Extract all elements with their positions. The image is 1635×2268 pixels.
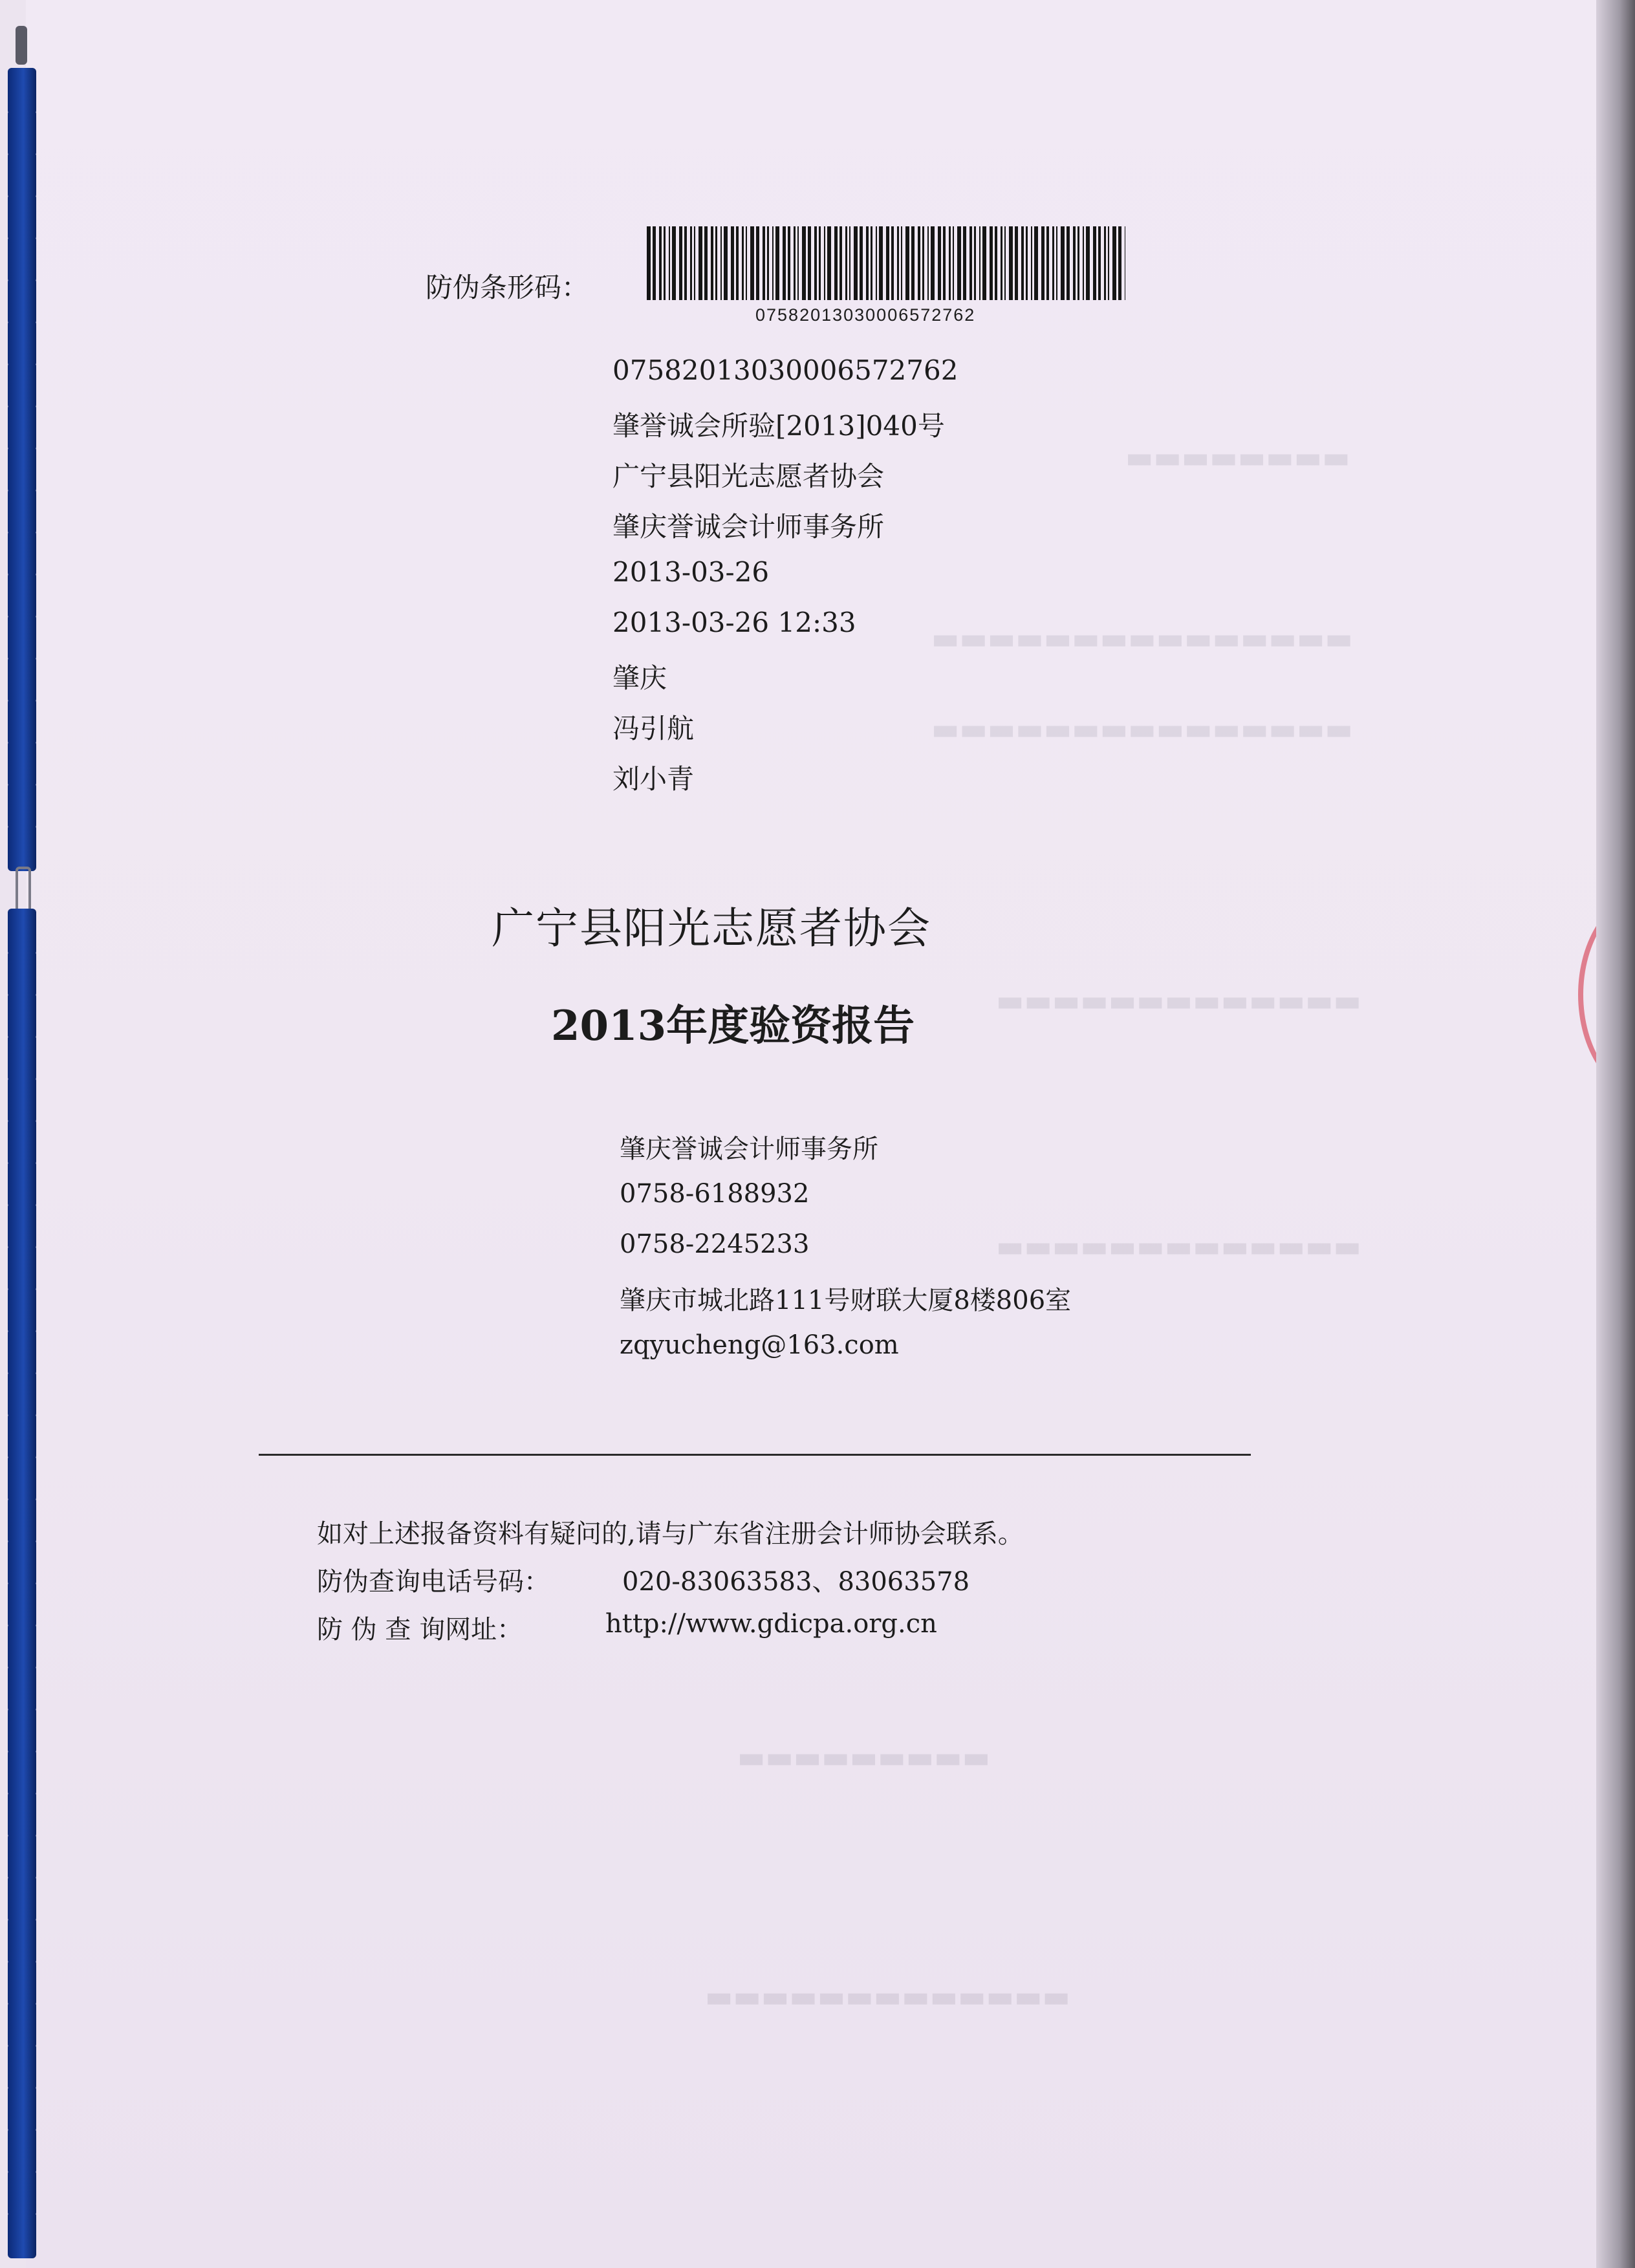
report-title-line-1: 广宁县阳光志愿者协会 (492, 903, 931, 953)
barcode-bar (927, 226, 929, 300)
barcode-bar (788, 226, 790, 300)
barcode-bar (839, 226, 842, 300)
barcode-bar (1073, 226, 1076, 300)
binding-ring (8, 1161, 36, 1207)
barcode-bar (690, 226, 692, 300)
binding-ring (8, 1665, 36, 1712)
binding-ring (8, 909, 36, 955)
barcode-bar (876, 226, 877, 300)
barcode-bar (814, 226, 817, 300)
phone-value: 020-83063583、83063578 (622, 1567, 970, 1597)
binding-ring (8, 2086, 36, 2132)
barcode-bar (767, 226, 769, 300)
field-value: zqyucheng@163.com (620, 1330, 899, 1360)
binding-ring (8, 656, 36, 703)
binding-ring (8, 614, 36, 661)
binding-ring (8, 1581, 36, 1628)
barcode-bar (1041, 226, 1045, 300)
barcode-bar (704, 226, 708, 300)
field-value: 0758-2245233 (620, 1229, 810, 1259)
barcode-bar (1093, 226, 1096, 300)
barcode-bar (1015, 226, 1018, 300)
barcode-bar (1061, 226, 1065, 300)
barcode-bar (756, 226, 759, 300)
bleed-through-text: ▬▬▬▬▬▬▬▬▬▬▬▬▬ (996, 983, 1362, 1018)
barcode-bar (794, 226, 796, 300)
binding-ring (8, 2212, 36, 2258)
barcode-bar (931, 226, 935, 300)
binding-ring (8, 740, 36, 787)
barcode-bar (995, 226, 997, 300)
section-divider (259, 1454, 1251, 1456)
binding-ring (8, 446, 36, 493)
barcode-bar (1077, 226, 1079, 300)
barcode-bar (1067, 226, 1070, 300)
url-label: 防 伪 查 询网址： (317, 1615, 523, 1645)
binding-ring (8, 2044, 36, 2090)
binding-ring (8, 110, 36, 157)
barcode-bar (763, 226, 765, 300)
barcode-bar (731, 226, 734, 300)
barcode-bar (1001, 226, 1002, 300)
binding-ring (8, 1917, 36, 1964)
barcode-bar (990, 226, 993, 300)
barcode-bar (943, 226, 946, 300)
barcode-bar (845, 226, 847, 300)
bleed-through-text: ▬▬▬▬▬▬▬▬▬▬▬▬▬▬▬ (931, 711, 1353, 746)
binding-ring (8, 1875, 36, 1922)
binding-ring (8, 1791, 36, 1838)
barcode-bar (746, 226, 747, 300)
field-value: 2013-03-26 12:33 (612, 607, 856, 638)
barcode-image (647, 226, 1125, 308)
binding-ring (8, 1623, 36, 1670)
binding-ring (8, 1245, 36, 1291)
bleed-through-text: ▬▬▬▬▬▬▬▬ (1125, 440, 1350, 475)
barcode-bar (679, 226, 682, 300)
barcode-bar (1009, 226, 1013, 300)
binding-ring (8, 1203, 36, 1249)
page-edge-shadow (1596, 0, 1635, 2268)
binding-ring (8, 320, 36, 367)
barcode-bar (963, 226, 966, 300)
barcode-bar (724, 226, 728, 300)
barcode-number: 07582013030006572762 (755, 305, 976, 325)
binding-ring (8, 1749, 36, 1796)
binding-ring (8, 1413, 36, 1460)
barcode-bar (1046, 226, 1049, 300)
barcode-bar (827, 226, 831, 300)
binding-ring (8, 362, 36, 409)
binding-ring (8, 1833, 36, 1880)
field-value: 07582013030006572762 (612, 354, 958, 386)
field-value: 2013-03-26 (612, 556, 770, 588)
bleed-through-text: ▬▬▬▬▬▬▬▬▬▬▬▬▬ (705, 1979, 1071, 2014)
binding-ring (8, 1329, 36, 1376)
barcode-bar (797, 226, 799, 300)
binding-ring (8, 951, 36, 997)
barcode-bar (866, 226, 869, 300)
binding-ring (8, 1497, 36, 1544)
binding-ring (8, 1119, 36, 1165)
barcode-bar (1098, 226, 1101, 300)
binding-ring (8, 2170, 36, 2216)
binding-ring (8, 1455, 36, 1502)
binding-ring (16, 26, 27, 65)
field-value: 冯引航 (612, 713, 695, 744)
binding-ring (8, 572, 36, 619)
barcode-label: 防伪条形码： (426, 272, 589, 303)
barcode-bar (918, 226, 920, 300)
barcode-bar (891, 226, 894, 300)
barcode-bar (824, 226, 825, 300)
field-value: 刘小青 (612, 763, 695, 795)
barcode-bar (834, 226, 838, 300)
barcode-bar (1104, 226, 1106, 300)
binding-ring (8, 1539, 36, 1586)
field-value: 肇庆誉诚会计师事务所 (612, 511, 885, 543)
barcode-bar (949, 226, 951, 300)
barcode-bar (720, 226, 722, 300)
barcode-bar (1034, 226, 1038, 300)
barcode-bar (672, 226, 676, 300)
field-value: 肇庆誉诚会计师事务所 (620, 1134, 878, 1164)
barcode-bar (1112, 226, 1116, 300)
barcode-bar (711, 226, 713, 300)
barcode-bar (1118, 226, 1121, 300)
binding-ring (8, 1707, 36, 1754)
binding-ring (16, 867, 31, 914)
barcode-bar (982, 226, 986, 300)
binding-ring (8, 698, 36, 745)
barcode-bar (802, 226, 806, 300)
barcode-bar (901, 226, 902, 300)
binding-ring (8, 1077, 36, 1123)
field-value: 广宁县阳光志愿者协会 (612, 460, 885, 492)
barcode-bar (1021, 226, 1024, 300)
field-value: 肇誉诚会所验[2013]040号 (612, 410, 945, 442)
barcode-bar (1086, 226, 1090, 300)
barcode-bar (953, 226, 954, 300)
binding-ring (8, 488, 36, 535)
barcode-bar (750, 226, 754, 300)
bleed-through-text: ▬▬▬▬▬▬▬▬▬▬▬▬▬▬▬ (931, 621, 1353, 656)
barcode-bar (979, 226, 980, 300)
bleed-through-text: ▬▬▬▬▬▬▬▬▬▬▬▬▬ (996, 1229, 1362, 1264)
binding-ring (8, 278, 36, 325)
field-value: 肇庆市城北路111号财联大厦8楼806室 (620, 1286, 1072, 1315)
barcode-bar (653, 226, 656, 300)
barcode-bar (974, 226, 976, 300)
barcode-bar (969, 226, 972, 300)
binding-ring (8, 236, 36, 283)
field-value: 0758-6188932 (620, 1179, 810, 1209)
binding-ring (8, 68, 36, 114)
binding-ring (8, 993, 36, 1039)
binding-ring (8, 1287, 36, 1334)
barcode-bar (1031, 226, 1032, 300)
barcode-bar (911, 226, 915, 300)
barcode-bar (871, 226, 872, 300)
barcode-bar (897, 226, 899, 300)
barcode-bar (664, 226, 666, 300)
binding-ring (8, 152, 36, 199)
url-value: http://www.gdicpa.org.cn (605, 1609, 937, 1639)
barcode-bar (819, 226, 821, 300)
document-page (26, 0, 1610, 2268)
barcode-bar (879, 226, 883, 300)
report-title-line-2: 2013年度验资报告 (551, 1002, 915, 1050)
barcode-bar (772, 226, 774, 300)
barcode-bar (938, 226, 941, 300)
binding-ring (8, 2002, 36, 2048)
barcode-bar (647, 226, 651, 300)
binding-ring (8, 404, 36, 451)
barcode-bar (922, 226, 924, 300)
barcode-bar (742, 226, 744, 300)
barcode-bar (849, 226, 850, 300)
barcode-bar (905, 226, 909, 300)
barcode-bar (694, 226, 695, 300)
barcode-bar (957, 226, 961, 300)
barcode-bar (775, 226, 779, 300)
binding-ring (8, 1035, 36, 1081)
field-value: 肇庆 (612, 662, 667, 694)
spiral-binding (0, 0, 71, 2268)
barcode-bar (736, 226, 739, 300)
barcode-bar (854, 226, 858, 300)
barcode-bar (886, 226, 889, 300)
barcode-bar (659, 226, 662, 300)
barcode-bar (1026, 226, 1028, 300)
barcode-bar (808, 226, 811, 300)
phone-label: 防伪查询电话号码： (317, 1567, 550, 1597)
barcode-bar (1052, 226, 1054, 300)
barcode-bar (783, 226, 786, 300)
binding-ring (8, 825, 36, 871)
barcode-bar (684, 226, 687, 300)
barcode-bar (669, 226, 670, 300)
barcode-bar (698, 226, 702, 300)
binding-ring (8, 1371, 36, 1418)
barcode-bar (1083, 226, 1084, 300)
binding-ring (8, 194, 36, 241)
bleed-through-text: ▬▬▬▬▬▬▬▬▬ (737, 1740, 991, 1775)
binding-ring (8, 1960, 36, 2006)
contact-note: 如对上述报备资料有疑问的,请与广东省注册会计师协会联系。 (317, 1519, 1024, 1549)
barcode-bar (1108, 226, 1109, 300)
barcode-bar (1056, 226, 1057, 300)
binding-ring (8, 530, 36, 577)
barcode-bar (1004, 226, 1006, 300)
binding-ring (8, 783, 36, 829)
barcode-bar (715, 226, 717, 300)
barcode-bar (860, 226, 863, 300)
binding-ring (8, 2128, 36, 2174)
